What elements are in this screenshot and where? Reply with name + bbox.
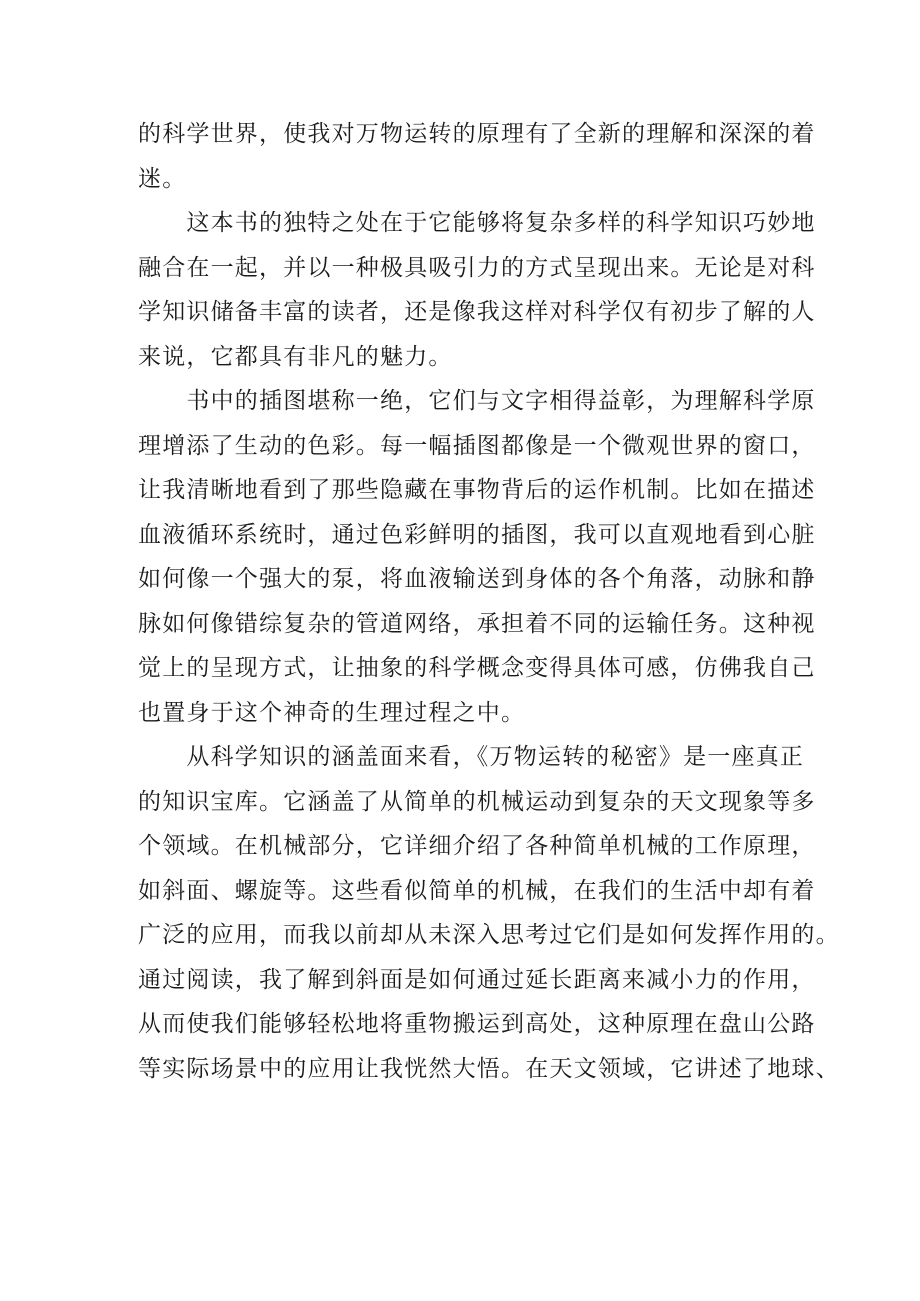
text-line: 从科学知识的涵盖面来看，《万物运转的秘密》是一座真正 bbox=[138, 744, 805, 770]
text-line: 如斜面、螺旋等。这些看似简单的机械，在我们的生活中却有着 bbox=[138, 877, 816, 904]
text-line: 等实际场景中的应用让我恍然大悟。在天文领域，它讲述了地球、 bbox=[138, 1055, 840, 1082]
text-line: 理增添了生动的色彩。每一幅插图都像是一个微观世界的窗口， bbox=[138, 432, 816, 459]
text-line: 觉上的呈现方式，让抽象的科学概念变得具体可感，仿佛我自己 bbox=[138, 655, 816, 681]
text-line: 脉如何像错综复杂的管道网络，承担着不同的运输任务。这种视 bbox=[138, 610, 816, 637]
text-line: 从而使我们能够轻松地将重物搬运到高处，这种原理在盘山公路 bbox=[138, 1011, 816, 1037]
text-line: 通过阅读，我了解到斜面是如何通过延长距离来减小力的作用， bbox=[138, 966, 816, 993]
text-line: 的科学世界，使我对万物运转的原理有了全新的理解和深深的着 bbox=[138, 121, 816, 147]
text-line: 的知识宝库。它涵盖了从简单的机械运动到复杂的天文现象等多 bbox=[138, 788, 816, 815]
text-line: 个领域。在机械部分，它详细介绍了各种简单机械的工作原理， bbox=[138, 833, 816, 859]
body-text bbox=[138, 112, 840, 1091]
text-line: 也置身于这个神奇的生理过程之中。 bbox=[138, 699, 526, 726]
text-line: 广泛的应用，而我以前却从未深入思考过它们是如何发挥作用的。 bbox=[138, 922, 840, 948]
text-line: 学知识储备丰富的读者，还是像我这样对科学仅有初步了解的人 bbox=[138, 299, 816, 325]
text-line: 来说，它都具有非凡的魅力。 bbox=[138, 343, 453, 370]
text-line: 如何像一个强大的泵，将血液输送到身体的各个角落，动脉和静 bbox=[138, 566, 816, 592]
text-line: 这本书的独特之处在于它能够将复杂多样的科学知识巧妙地 bbox=[138, 210, 816, 236]
text-line: 让我清晰地看到了那些隐藏在事物背后的运作机制。比如在描述 bbox=[138, 477, 816, 503]
text-line: 书中的插图堪称一绝，它们与文字相得益彰，为理解科学原 bbox=[138, 388, 816, 414]
text-line: 血液循环系统时，通过色彩鲜明的插图，我可以直观地看到心脏 bbox=[138, 521, 816, 548]
text-line: 融合在一起，并以一种极具吸引力的方式呈现出来。无论是对科 bbox=[138, 254, 816, 281]
text-line: 迷。 bbox=[138, 165, 187, 192]
